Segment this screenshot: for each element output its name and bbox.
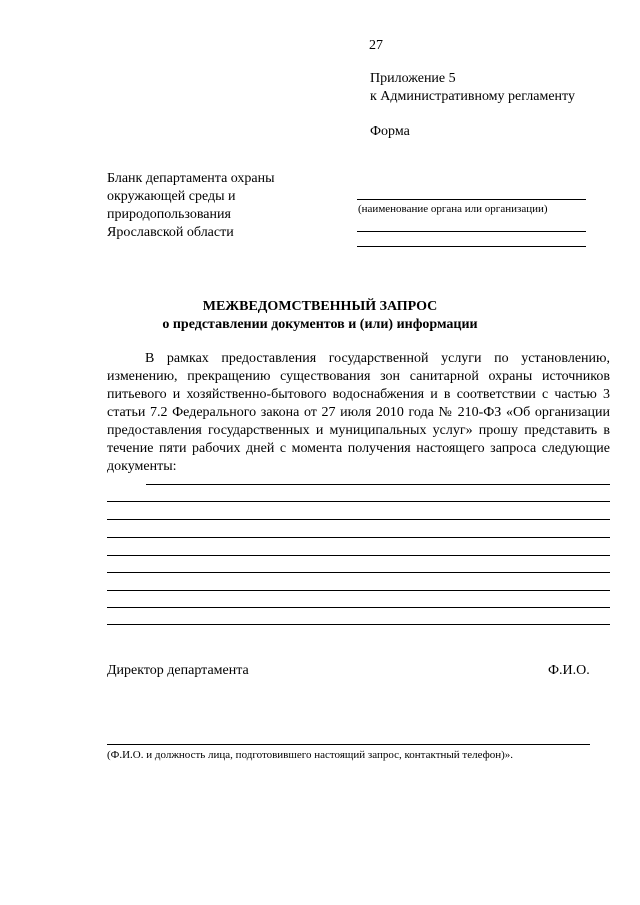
recipient-line	[357, 199, 586, 200]
fill-line	[107, 624, 610, 625]
signatory-name: Ф.И.О.	[548, 663, 590, 678]
recipient-caption: (наименование органа или организации)	[358, 203, 548, 215]
letterhead-line-2: окружающей среды и	[107, 189, 236, 204]
fill-line	[107, 537, 610, 538]
fill-line	[107, 590, 610, 591]
signatory-position: Директор департамента	[107, 663, 249, 678]
form-label: Форма	[370, 124, 410, 139]
appendix-line-1: Приложение 5	[370, 71, 456, 86]
fill-line	[107, 572, 610, 573]
preparer-line	[107, 744, 590, 745]
document-title: МЕЖВЕДОМСТВЕННЫЙ ЗАПРОС	[202, 299, 438, 314]
recipient-line	[357, 231, 586, 232]
fill-line	[107, 607, 610, 608]
letterhead-line-3: природопользования	[107, 207, 231, 222]
letterhead	[107, 170, 275, 242]
fill-line	[107, 501, 610, 502]
fill-line	[107, 555, 610, 556]
fill-line	[107, 519, 610, 520]
document-subtitle: о представлении документов и (или) информации	[162, 317, 478, 332]
appendix-line-2: к Административному регламенту	[370, 89, 575, 104]
letterhead-line-1: Бланк департамента охраны	[107, 171, 275, 186]
recipient-line	[357, 246, 586, 247]
preparer-caption: (Ф.И.О. и должность лица, подготовившего настоящий запрос, контактный телефон)».	[107, 749, 514, 761]
request-paragraph: В рамках предоставления государственной услуги по установлению, изменению, прекращению существования зон санитарной охраны источников питьевого и хозяйственно-бытового водоснабжения и в соответствии с частью 3 статьи 7.2 Федерального закона от 27 июля 2010 года № 210-ФЗ «Об организации предоставления государственных и муниципальных услуг» прошу представить в течение пяти рабочих дней с момента получения настоящего запроса следующие документы:	[107, 351, 610, 474]
page-number: 27	[369, 38, 383, 53]
letterhead-line-4: Ярославской области	[107, 225, 234, 240]
appendix-header	[370, 70, 575, 106]
request-body	[107, 350, 610, 476]
fill-line	[146, 484, 610, 485]
